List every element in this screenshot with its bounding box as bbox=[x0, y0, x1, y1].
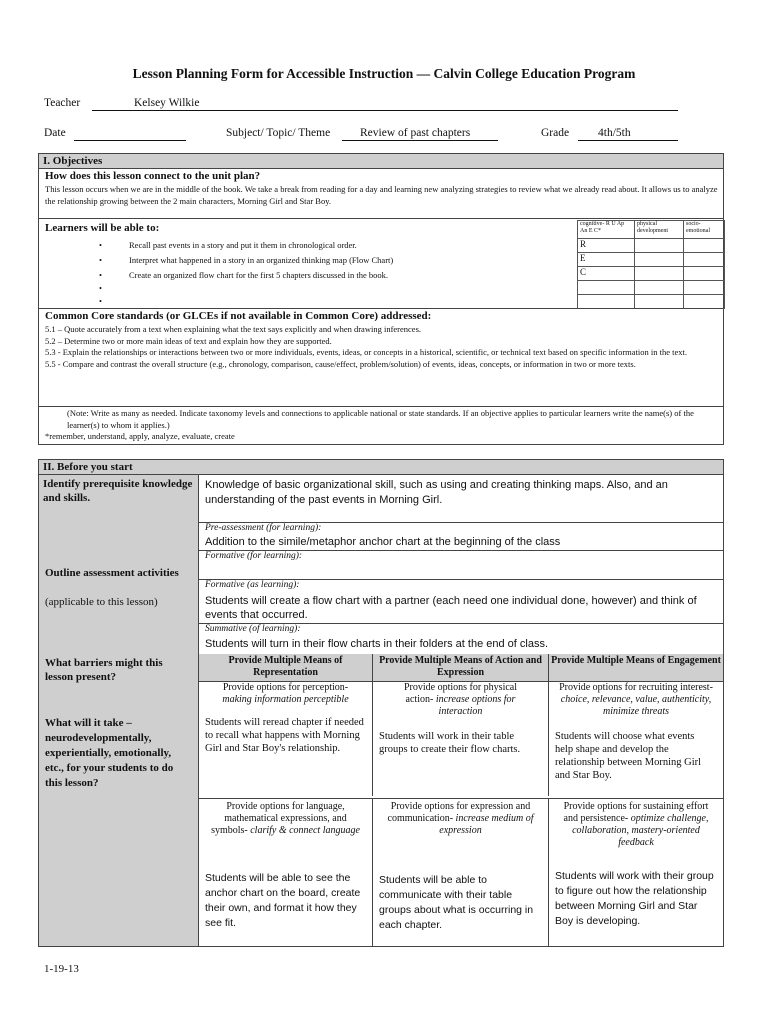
cognitive-level-cell[interactable]: E bbox=[578, 253, 635, 267]
standard-item: 5.1 – Quote accurately from a text when explaining what the text says explicitly and when drawing inferences. bbox=[45, 324, 422, 334]
prereq-text[interactable]: Knowledge of basic organizational skill, such as using and creating thinking maps. Also, and an understanding of the past events in Morning Girl. bbox=[205, 479, 668, 506]
subject-label: Subject/ Topic/ Theme bbox=[226, 127, 331, 139]
grade-value: 4th/5th bbox=[598, 127, 631, 139]
before-section bbox=[38, 459, 724, 947]
cognitive-level-cell[interactable] bbox=[578, 295, 635, 309]
domain-grid bbox=[577, 220, 725, 309]
subject-field[interactable] bbox=[342, 127, 498, 141]
formative-for-label: Formative (for learning): bbox=[205, 551, 303, 561]
teacher-label: Teacher bbox=[44, 97, 81, 109]
grade-field[interactable] bbox=[578, 127, 678, 141]
taxonomy-footnote: *remember, understand, apply, analyze, evaluate, create bbox=[45, 431, 235, 441]
before-heading: II. Before you start bbox=[39, 460, 723, 475]
teacher-value: Kelsey Wilkie bbox=[134, 97, 200, 109]
pre-assessment-label: Pre-assessment (for learning): bbox=[205, 523, 322, 533]
formative-as-text: Students will create a flow chart with a partner (each need one individual done, however) and think of events that occurred. bbox=[205, 595, 697, 621]
standard-item: 5.2 – Determine two or more main ideas of text and explain how they are supported. bbox=[45, 335, 332, 346]
standard-item: 5.3 - Explain the relationships or interactions between two or more individuals, events, ideas, or concepts in a historical, scientific, or technical text based on specific information in the text. bbox=[45, 347, 688, 357]
date-label: Date bbox=[44, 127, 66, 139]
assessment-label-cell bbox=[39, 522, 199, 655]
udl-cell[interactable]: Provide options for physical action- increase options for interaction Students will work in their table groups to create their flow charts. bbox=[373, 682, 549, 796]
subject-value: Review of past chapters bbox=[360, 127, 471, 139]
assessment-label: Outline assessment activities bbox=[45, 567, 179, 579]
formative-as-label: Formative (as learning): bbox=[205, 580, 300, 590]
connect-answer: This lesson occurs when we are in the middle of the book. We take a break from reading for a day and learning new analyzing strategies to review what we already read about. It allows us to analyze the relationship growing between the 2 main characters, Morning Girl and Star Boy. bbox=[45, 184, 718, 206]
udl-grid bbox=[199, 654, 723, 946]
barriers-label-cell bbox=[39, 654, 199, 946]
summative-text: Students will turn in their flow charts in their folders at the end of class. bbox=[205, 638, 548, 650]
udl-cell[interactable]: Provide options for recruiting interest- choice, relevance, value, authenticity, minimize threats Students will choose what events help shape and develop the relationship between Morning Girl and Star Boy. bbox=[555, 682, 713, 781]
objectives-section: I. Objectives How does this lesson connect to the unit plan? This lesson occurs when we are in the middle of the book. We take a break from reading for a day and learning new analyzing strategies to review what we already read about. It allows us to analyze the relationship growing between the 2 main characters, Morning Girl and Star Boy. Learners will be able to: • Recall past events in a story and put it them in chronological order. • Interpret what happened in a story in an organized thinking map (Flow Chart) • Create an organized flow chart for the first 5 chapters discussed in the book. • • cognitive- R U Ap An E C* physical development socio-emotional R E C Common Core standards (or GLCEs if not available in Common Core) addressed: 5.1 – Quote accurately from a text when explaining what the text says explicitly and when drawing inferences. 5.2 – Determine two or more main ideas of text and explain how they are supported. 5.3 - Explain the relationships or interactions between two or more individuals, events, ideas, or concepts in a historical, scientific, or technical text based on specific information in the text. 5.5 - Compare and contrast the overall structure (e.g., chronology, comparison, cause/effect, problem/solution) of events, ideas, concepts, or information in two or more texts. (Note: Write as many as needed. Indicate taxonomy levels and connections to applicable national or state standards. If an objective applies to particular learners write the name(s) of the learner(s) to whom it applies.) *remember, understand, apply, analyze, evaluate, create bbox=[38, 153, 724, 445]
connect-question: How does this lesson connect to the unit plan? bbox=[45, 170, 261, 182]
domain-header-physical: physical development bbox=[635, 221, 684, 239]
assessment-sublabel: (applicable to this lesson) bbox=[45, 596, 158, 608]
date-field[interactable] bbox=[74, 127, 186, 141]
standard-item: 5.5 - Compare and contrast the overall structure (e.g., chronology, comparison, cause/effect, problem/solution) of events, ideas, concepts, or information in two or more texts. bbox=[45, 358, 636, 369]
cognitive-level-cell[interactable] bbox=[578, 281, 635, 295]
domain-header-socio: socio-emotional bbox=[684, 221, 725, 239]
summative-cell[interactable] bbox=[199, 623, 723, 655]
formative-as-cell[interactable] bbox=[199, 579, 723, 623]
summative-label: Summative (of learning): bbox=[205, 624, 301, 634]
cognitive-level-cell[interactable]: C bbox=[578, 267, 635, 281]
grade-label: Grade bbox=[541, 127, 570, 139]
udl-header-engagement: Provide Multiple Means of Engagement bbox=[549, 654, 723, 682]
udl-cell[interactable]: Provide options for expression and communication- increase medium of expression Students will be able to communicate with their table groups about what is occurring in each chapter. bbox=[373, 799, 549, 946]
objectives-note: (Note: Write as many as needed. Indicate taxonomy levels and connections to applicable national or state standards. If an objective applies to particular learners write the name(s) of the learner(s) to whom it applies.) bbox=[67, 408, 694, 430]
domain-header-cognitive: cognitive- R U Ap An E C* bbox=[578, 221, 635, 239]
objectives-heading: I. Objectives bbox=[39, 154, 723, 169]
udl-cell[interactable]: Provide options for perception- making information perceptible Students will reread chapter if needed to recall what happens with Morning Girl and Star Boy's relationship. bbox=[199, 682, 373, 796]
formative-for-cell[interactable] bbox=[199, 550, 723, 580]
udl-cell[interactable]: Provide options for sustaining effort and persistence- optimize challenge, collaboration, mastery-oriented feedback Students will work with their group to figure out how the relationship between Morning Girl and Star Boy is developing. bbox=[555, 801, 714, 927]
barriers-question: What barriers might this lesson present? bbox=[45, 657, 163, 683]
udl-header-representation: Provide Multiple Means of Representation bbox=[199, 654, 373, 682]
page-title: Lesson Planning Form for Accessible Instruction — Calvin College Education Program bbox=[132, 66, 636, 81]
prereq-label: Identify prerequisite knowledge and skills. bbox=[39, 475, 199, 522]
teacher-field[interactable] bbox=[92, 97, 678, 111]
pre-assessment-cell[interactable] bbox=[199, 522, 723, 552]
cognitive-level-cell[interactable]: R bbox=[578, 239, 635, 253]
standards-heading: Common Core standards (or GLCEs if not available in Common Core) addressed: bbox=[45, 310, 432, 322]
pre-assessment-text: Addition to the simile/metaphor anchor chart at the beginning of the class bbox=[205, 536, 561, 548]
learners-label: Learners will be able to: bbox=[45, 222, 160, 234]
standards-list bbox=[45, 324, 721, 370]
udl-cell[interactable]: Provide options for language, mathematical expressions, and symbols- clarify & connect language Students will be able to see the anchor chart on the board, create their own, and format it how they see fit. bbox=[199, 799, 373, 946]
take-question: What will it take – neurodevelopmentally, experientially, emotionally, etc., for your students to do this lesson? bbox=[45, 717, 174, 789]
udl-header-action: Provide Multiple Means of Action and Expression bbox=[373, 654, 549, 682]
footer-date-code: 1-19-13 bbox=[44, 963, 79, 975]
